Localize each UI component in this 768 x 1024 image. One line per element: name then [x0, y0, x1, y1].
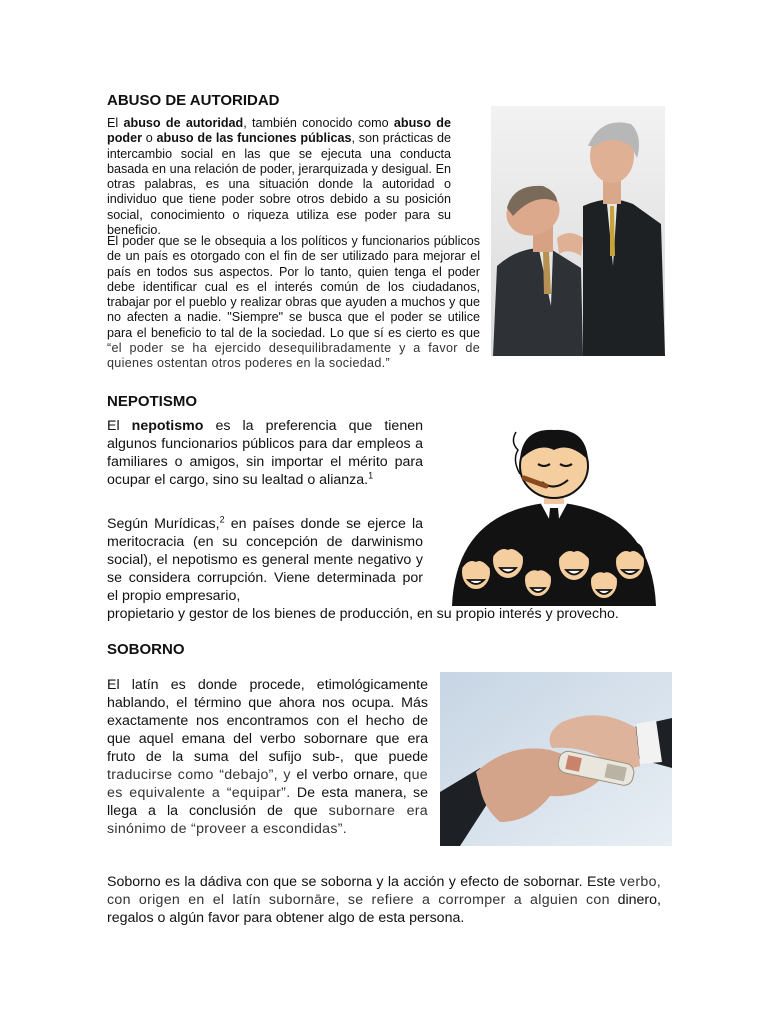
nepotismo-paragraph-3: propietario y gestor de los bienes de producción, en su propio interés y provecho. — [107, 606, 619, 622]
text: , son prácticas de intercambio social en las que se ejecuta una conducta basada en una relación de poder, jerarquizada y desigual. En otras palabras, es una situación donde la autoridad o individuo que tiene poder sobre otros debido a su posición social, conocimiento o riqueza utiliza ese poder para su beneficio. — [107, 131, 451, 238]
bold-term: abuso de poder — [107, 116, 451, 146]
bold-term: abuso de las funciones públicas — [156, 131, 352, 146]
text: o — [141, 131, 157, 146]
bold-term: abuso de autoridad — [123, 116, 244, 130]
soborno-paragraph-1 — [107, 676, 428, 838]
nepotismo-paragraph-2 — [107, 515, 423, 605]
text: , también conocido como — [243, 116, 394, 130]
nepotismo-paragraph-1 — [107, 417, 423, 489]
footnote-marker: 1 — [368, 470, 374, 481]
bold-term: nepotismo — [131, 418, 204, 434]
abuso-paragraph-2 — [107, 234, 480, 372]
text: el verbo ornare, — [296, 767, 404, 783]
text: Según Murídicas, — [107, 516, 220, 532]
light-text: verbo, con origen en el latín subornāre, se refiere a corromper a alguien con — [107, 874, 661, 908]
text: Soborno es la dádiva con que se soborna y la acción y efecto de sobornar. Este — [107, 874, 620, 890]
heading-soborno: SOBORNO — [107, 641, 185, 658]
text: El — [107, 116, 124, 130]
light-text: que es equivalente a “equipar”. — [107, 767, 428, 801]
text: en países donde se ejerce la meritocracia (en su concepción de darwinismo social), el nepotismo es general mente negativo y se considera corrupción. Viene determinada por el propio empresario, — [107, 516, 423, 604]
text: De esta manera, se llega a la conclusión de que — [107, 785, 429, 819]
abuso-paragraph-1 — [107, 116, 451, 238]
text: El poder que se le obsequia a los políticos y funcionarios públicos de un país es otorgado con el fin de ser utilizado para mejorar el país en todos sus aspectos. Por lo tanto, quien tenga el poder debe identificar cual es el interés común de los ciudadanos, trabajar por el pueblo y realizar obras que ayuden a muchos y que no afecten a nadie. "Siempre" se busca que el poder se utilice para el beneficio to tal de la sociedad. Lo que sí es cierto es que — [107, 234, 480, 340]
text: El — [107, 418, 132, 434]
text: dinero, regalos o algún favor para obtener algo de esta persona. — [107, 892, 661, 926]
nepotism-cartoon-icon — [450, 420, 658, 606]
footnote-marker: 2 — [219, 514, 225, 525]
heading-nepotismo: NEPOTISMO — [107, 393, 198, 410]
soborno-paragraph-2 — [107, 873, 661, 927]
quote-text: “el poder se ha ejercido desequilibradamente y a favor de quienes ostentan otros poderes en la sociedad.” — [107, 341, 480, 371]
text: El latín es donde procede, etimológicamente hablando, el término que ahora nos ocupa. Más exactamente nos encontramos con el hecho de que aquel emana del verbo sobornare que era fruto de la suma del sufijo sub-, que puede — [107, 677, 428, 765]
heading-abuso-de-autoridad: ABUSO DE AUTORIDAD — [107, 92, 280, 109]
light-text: subornare era sinónimo de “proveer a escondidas”. — [107, 803, 428, 837]
text: es la preferencia que tienen algunos funcionarios públicos para dar empleos a familiares o amigos, sin importar el mérito para ocupar el cargo, sino su lealtad o alianza. — [107, 418, 423, 488]
bribe-handshake-photo — [440, 672, 672, 846]
two-men-confrontation-photo — [491, 106, 665, 356]
light-text: traducirse como “debajo”, y — [107, 767, 297, 783]
